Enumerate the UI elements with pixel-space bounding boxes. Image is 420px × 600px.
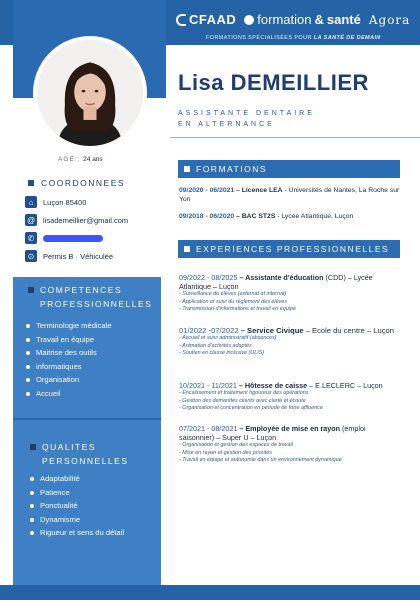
contact-address: ⌂ Luçon 85400 xyxy=(25,196,86,208)
sidebar-divider xyxy=(13,418,161,420)
qualites-heading: QUALITES PERSONNELLES xyxy=(30,440,129,468)
formation-sante-logo: formation & santé xyxy=(244,12,361,27)
list-item-continued: informatiques xyxy=(26,360,112,374)
square-bullet-icon xyxy=(28,180,34,186)
job-title: ASSISTANTE DENTAIRE EN ALTERNANCE xyxy=(178,110,315,128)
list-item: Patience xyxy=(30,486,124,500)
redacted-phone xyxy=(43,235,103,242)
experience-item: 10/2021 - 11/2021 – Hôtesse de caisse – E.LECLERC – Luçon - Encaissement et traitement rigoureux des opérations - Gestion des demandes clients avec clarté et écoute - Organisation et concentration en période de forte affluence xyxy=(179,381,383,411)
list-item: Dynamisme xyxy=(30,513,124,527)
formation-item: 09/2018 - 06/2020 – BAC ST2S - Lycée Atlantique, Luçon xyxy=(179,213,354,220)
profile-photo xyxy=(33,36,147,150)
experiences-heading: EXPERIENCES PROFESSIONNELLES xyxy=(178,240,400,258)
square-bullet-icon xyxy=(30,444,36,450)
square-bullet-icon xyxy=(28,287,34,293)
contact-phone xyxy=(25,232,103,244)
list-item: Accueil xyxy=(26,387,112,401)
list-item: Terminologie médicale xyxy=(26,319,112,333)
partner-logos xyxy=(176,12,410,27)
at-icon: @ xyxy=(26,215,36,225)
qualites-list xyxy=(30,472,124,540)
cfaad-logo: CFAAD xyxy=(176,12,236,27)
heart-icon xyxy=(244,15,254,25)
competences-list xyxy=(26,319,112,400)
square-bullet-icon xyxy=(184,246,190,252)
age-line: AGE : 24 ans xyxy=(58,156,103,163)
list-item: Travail en équipe xyxy=(26,333,112,347)
list-item: Adaptabilité xyxy=(30,472,124,486)
list-item: Organisation xyxy=(26,373,112,387)
header-tagline: FORMATIONS SPÉCIALISÉES POUR LA SANTÉ DE DEMAIN xyxy=(206,35,381,41)
competences-heading: COMPETENCES PROFESSIONNELLES xyxy=(28,283,152,311)
list-item: Rigueur et sens du détail xyxy=(30,526,124,540)
contact-license: ⊙ Permis B · Véhiculée xyxy=(25,250,113,262)
formations-heading: FORMATIONS xyxy=(178,160,400,178)
portrait-image xyxy=(37,40,143,146)
car-icon: ⊙ xyxy=(25,250,37,262)
candidate-name: Lisa DEMEILLIER xyxy=(178,70,369,95)
list-item: Ponctualité xyxy=(30,499,124,513)
cfaad-swoosh-icon xyxy=(176,14,186,26)
contact-email[interactable]: @ lisademeillier@gmail.com xyxy=(26,215,129,225)
list-item: Maitrise des outils xyxy=(26,346,112,360)
home-icon: ⌂ xyxy=(25,196,37,208)
divider xyxy=(170,137,420,138)
agora-logo: Agora xyxy=(368,12,411,27)
experience-item: 01/2022 -07/2022 – Service Civique – Ecole du centre – Luçon - Accueil et suivi administratif (absences) - Animation d'activités adaptés - Soutien en classe inclusive (ULIS) xyxy=(179,326,394,356)
square-bullet-icon xyxy=(184,166,190,172)
phone-icon: ✆ xyxy=(25,232,37,244)
formation-item: 09/2020 - 06/2021 – Licence LEA - Universités de Nantes, La Roche sur Yon xyxy=(179,187,400,203)
experience-item: 09/2022 - 08/2025 – Assistante d'éducation (CDD) – Lycée Atlantique – Luçon - Surveillance de élèves (externat et internat) - Application et suivi du règlement des élèves - Transmission d'informations et travail en équipe xyxy=(179,273,373,312)
contact-heading: COORDONNEES xyxy=(28,178,125,188)
footer-bar xyxy=(0,585,420,600)
experience-item: 07/2021 - 08/2021 – Employée de mise en rayon (emploi saisonnier) – Super U – Luçon - Organisation et gestion des espaces de travail - Mise en rayon et gestion des priorités - Travail en équipe et autonomie dans un environnement dynamique xyxy=(179,424,366,463)
